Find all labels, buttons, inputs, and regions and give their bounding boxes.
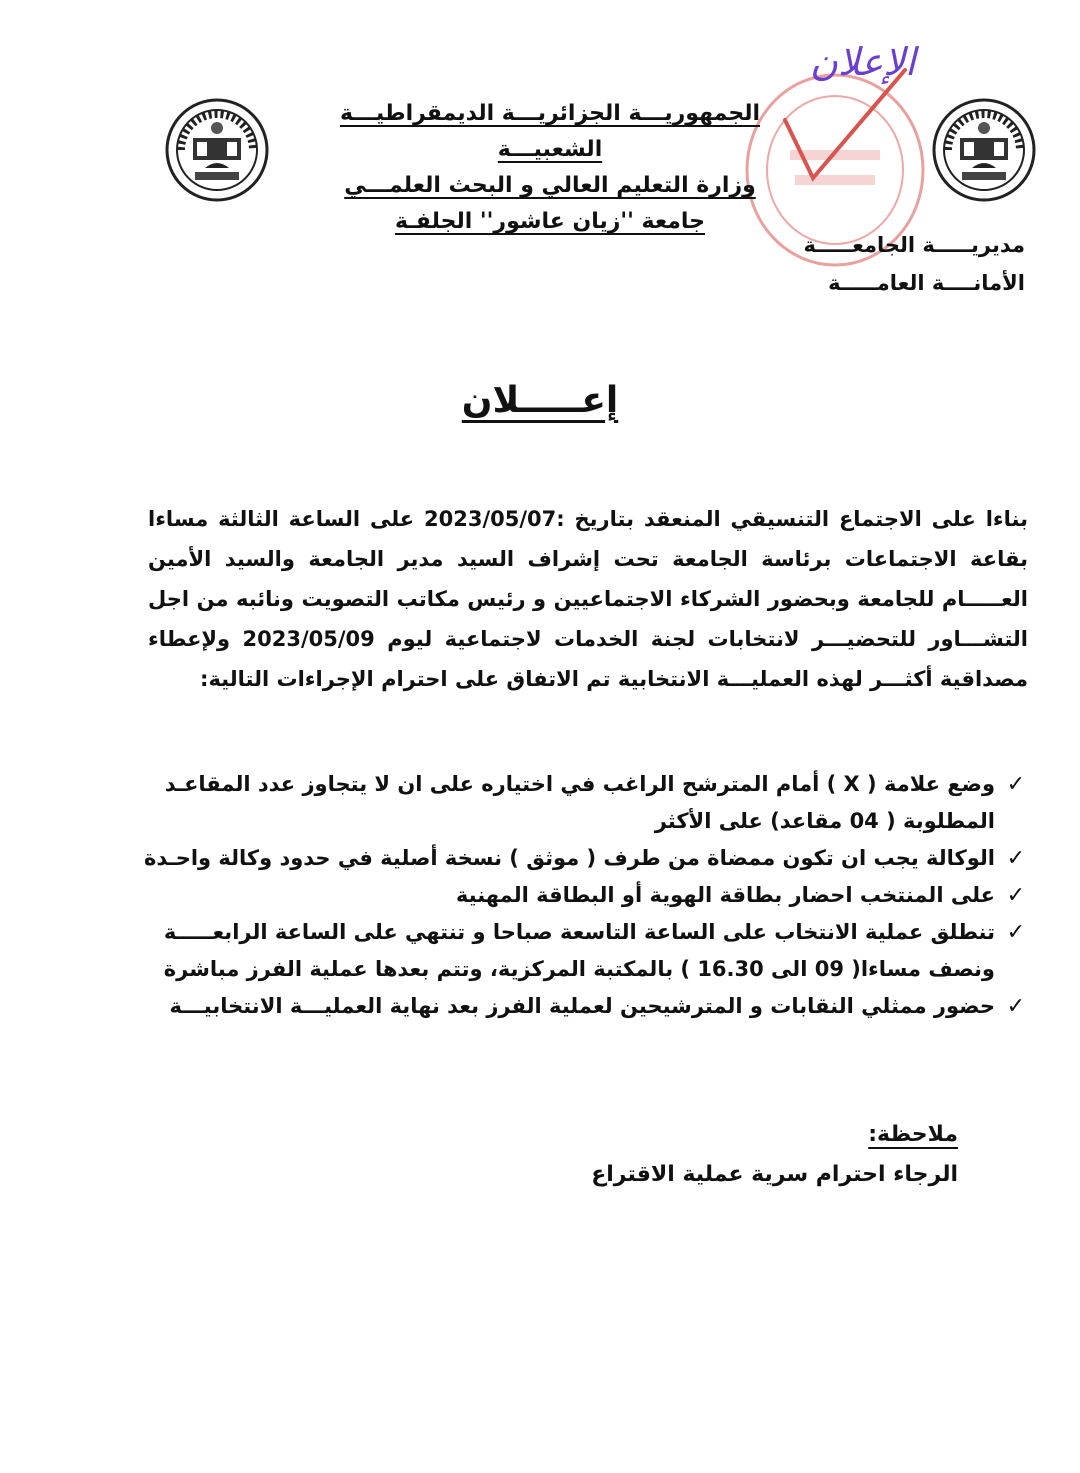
header-ministry: وزارة التعليم العالي و البحث العلمـــي <box>344 173 756 198</box>
directorate-block <box>804 226 1025 302</box>
directorate-line-2: الأمانــــة العامـــــة <box>828 271 1025 295</box>
check-icon: ✓ <box>1006 920 1025 945</box>
university-logo-icon <box>932 98 1036 202</box>
check-icon: ✓ <box>1006 772 1025 797</box>
handwritten-annotation: الإعلان <box>810 40 916 84</box>
list-item: ✓ تنطلق عملية الانتخاب على الساعة التاسعة صباحا و تنتهي على الساعة الرابعـــــة ونصف مساءا( 09 الى 16.30 ) بالمكتبة المركزية، وتتم بعدها عملية الفرز مباشرة <box>125 914 1025 988</box>
list-item: ✓ وضع علامة ( X ) أمام المترشح الراغب في اختياره على ان لا يتجاوز عدد المقاعـد المطلوبة ( 04 مقاعد) على الأكثر <box>125 766 1025 840</box>
header-republic: الجمهوريـــة الجزائريـــة الديمقراطيـــة الشعبيـــة <box>339 101 761 162</box>
directorate-line-1: مديريـــــة الجامعـــــة <box>803 233 1025 257</box>
procedures-list <box>125 766 1025 1025</box>
check-icon: ✓ <box>1006 994 1025 1019</box>
university-logo-left <box>165 98 269 202</box>
list-item: ✓ الوكالة يجب ان تكون ممضاة من طرف ( موثق ) نسخة أصلية في حدود وكالة واحـدة <box>125 840 1025 877</box>
title-text: إعـــــلان <box>461 380 619 421</box>
body-paragraph: بناءا على الاجتماع التنسيقي المنعقد بتاريخ :2023/05/07 على الساعة الثالثة مساءا بقاعة الاجتماعات برئاسة الجامعة تحت إشراف السيد مدير الجامعة والسيد الأمين العـــــام للجامعة وبحضور الشركاء الاجتماعيين و رئيس مكاتب التصويت ونائبه من اجل التشـــاور للتحضيـــر لانتخابات لجنة الخدمات لاجتماعية ليوم 2023/05/09 ولإعطاء مصداقية أكثـــر لهذه العمليـــة الانتخابية تم الاتفاق على احترام الإجراءات التالية: <box>148 507 1028 691</box>
header-university: جامعة ''زيان عاشور'' الجلفـة <box>394 209 706 234</box>
document-header <box>300 96 800 240</box>
check-icon: ✓ <box>1006 883 1025 908</box>
note-label: ملاحظة: <box>868 1122 958 1147</box>
list-item: ✓ حضور ممثلي النقابات و المترشيحين لعملية الفرز بعد نهاية العمليـــة الانتخابيـــة <box>125 988 1025 1025</box>
university-logo-right <box>932 98 1036 202</box>
check-icon: ✓ <box>1006 846 1025 871</box>
note-text: الرجاء احترام سرية عملية الاقتراع <box>591 1162 958 1187</box>
document-title <box>0 380 1080 421</box>
university-logo-icon <box>165 98 269 202</box>
list-item: ✓ على المنتخب احضار بطاقة الهوية أو البطاقة المهنية <box>125 877 1025 914</box>
